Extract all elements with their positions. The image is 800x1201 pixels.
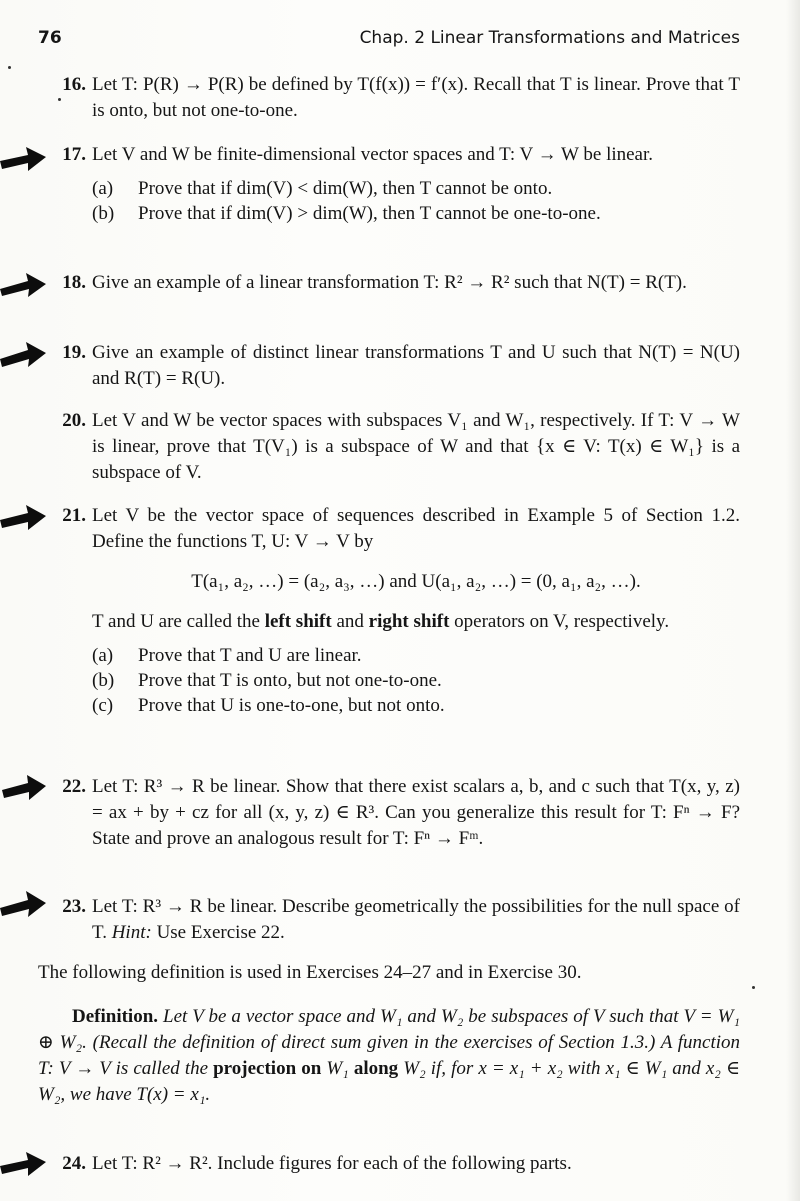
exercise-number: 16. <box>62 74 86 95</box>
definition-intro: The following definition is used in Exercises 24–27 and in Exercise 30. <box>38 962 582 983</box>
para-text: and <box>331 611 369 632</box>
part-label: (a) <box>92 178 114 199</box>
exercise-text: Give an example of a linear transformation T: R² → R² such that N(T) = R(T). <box>92 272 687 293</box>
exercise-part <box>92 668 740 693</box>
term-projection-on: projection on <box>213 1058 322 1079</box>
exercise-20 <box>38 408 740 486</box>
page-header <box>38 28 740 54</box>
part-text: Prove that if dim(V) < dim(W), then T cannot be onto. <box>138 178 553 199</box>
exercise-number: 18. <box>62 272 86 293</box>
exercise-number: 17. <box>62 144 86 165</box>
exercise-text: Let T: R² → R². Include figures for each of the following parts. <box>92 1153 572 1174</box>
exercise-number: 22. <box>62 776 86 797</box>
definition-text: W₁ <box>321 1058 354 1079</box>
definition-text: Let V be a vector space and W₁ and W₂ be subspaces of V such that V = W₁ ⊕ W₂. (Recall the definition of direct sum given in the exercises of Section 1.3.) A function T: V → V is called the <box>38 1006 740 1079</box>
part-text: Prove that T and U are linear. <box>138 645 362 666</box>
term-left-shift: left shift <box>264 611 332 632</box>
exercise-text-part: Let T: R³ → R be linear. Describe geometrically the possibilities for the null space of T. <box>92 896 740 943</box>
exercise-18 <box>38 270 740 296</box>
exercise-part <box>92 201 740 226</box>
exercise-part <box>92 643 740 668</box>
part-label: (b) <box>92 670 115 691</box>
para-text: operators on V, respectively. <box>449 611 670 632</box>
exercise-text: Give an example of distinct linear transformations T and U such that N(T) = N(U) and R(T) = R(U). <box>92 342 740 389</box>
part-label: (b) <box>92 203 115 224</box>
scan-speck <box>752 986 755 989</box>
exercise-paragraph <box>92 609 740 635</box>
exercise-parts <box>92 643 740 718</box>
exercise-text-part: Use Exercise 22. <box>151 922 285 943</box>
exercise-23 <box>38 894 740 946</box>
exercise-text: Let V and W be finite-dimensional vector spaces and T: V → W be linear. <box>92 144 654 165</box>
exercise-part <box>92 176 740 201</box>
exercise-19 <box>38 340 740 392</box>
definition-block <box>38 1004 740 1108</box>
exercise-17 <box>38 142 740 226</box>
exercise-16 <box>38 72 740 124</box>
exercise-number: 20. <box>62 410 86 431</box>
definition-title: Definition. <box>72 1006 159 1027</box>
part-text: Prove that T is onto, but not one-to-one. <box>138 670 442 691</box>
exercise-number: 23. <box>62 896 86 917</box>
exercise-text: Let V and W be vector spaces with subspaces V₁ and W₁, respectively. If T: V → W is linear, prove that T(V₁) is a subspace of W and that {x ∈ V: T(x) ∈ W₁} is a subspace of V. <box>92 410 740 483</box>
exercise-text <box>92 894 740 946</box>
definition-text: W₂ if, for x = x₁ + x₂ with x₁ ∈ W₁ and x₂ ∈ W₂, we have T(x) = x₁. <box>38 1058 741 1105</box>
exercise-number: 19. <box>62 342 86 363</box>
exercise-text: Let V be the vector space of sequences described in Example 5 of Section 1.2. Define the functions T, U: V → V by <box>92 505 740 552</box>
exercise-text: Let T: P(R) → P(R) be defined by T(f(x)) = f′(x). Recall that T is linear. Prove that T is onto, but not one-to-one. <box>92 74 740 121</box>
page-number: 76 <box>38 28 62 48</box>
hint-label: Hint: <box>111 922 152 943</box>
exercise-parts <box>92 176 740 226</box>
exercise-21 <box>38 503 740 718</box>
scan-speck <box>58 98 61 101</box>
para-text: T and U are called the <box>92 611 265 632</box>
exercise-number: 24. <box>62 1153 86 1174</box>
running-head: Chap. 2 Linear Transformations and Matrices <box>359 28 740 48</box>
exercise-22 <box>38 774 740 852</box>
term-right-shift: right shift <box>368 611 450 632</box>
page-edge-shadow <box>786 0 800 1201</box>
exercise-part <box>92 693 740 718</box>
exercise-text: Let T: R³ → R be linear. Show that there exist scalars a, b, and c such that T(x, y, z) = ax + by + cz for all (x, y, z) ∈ R³. Can you generalize this result for T: Fⁿ → F? State and prove an analogous result for T: Fⁿ → Fᵐ. <box>92 776 740 849</box>
exercise-24 <box>38 1151 740 1177</box>
part-text: Prove that U is one-to-one, but not onto. <box>138 695 445 716</box>
part-text: Prove that if dim(V) > dim(W), then T cannot be one-to-one. <box>138 203 601 224</box>
part-label: (c) <box>92 695 114 716</box>
exercise-number: 21. <box>62 505 86 526</box>
term-along: along <box>353 1058 399 1079</box>
scan-speck <box>8 66 11 69</box>
part-label: (a) <box>92 645 114 666</box>
display-equation: T(a₁, a₂, …) = (a₂, a₃, …) and U(a₁, a₂, …) = (0, a₁, a₂, …). <box>191 571 641 592</box>
